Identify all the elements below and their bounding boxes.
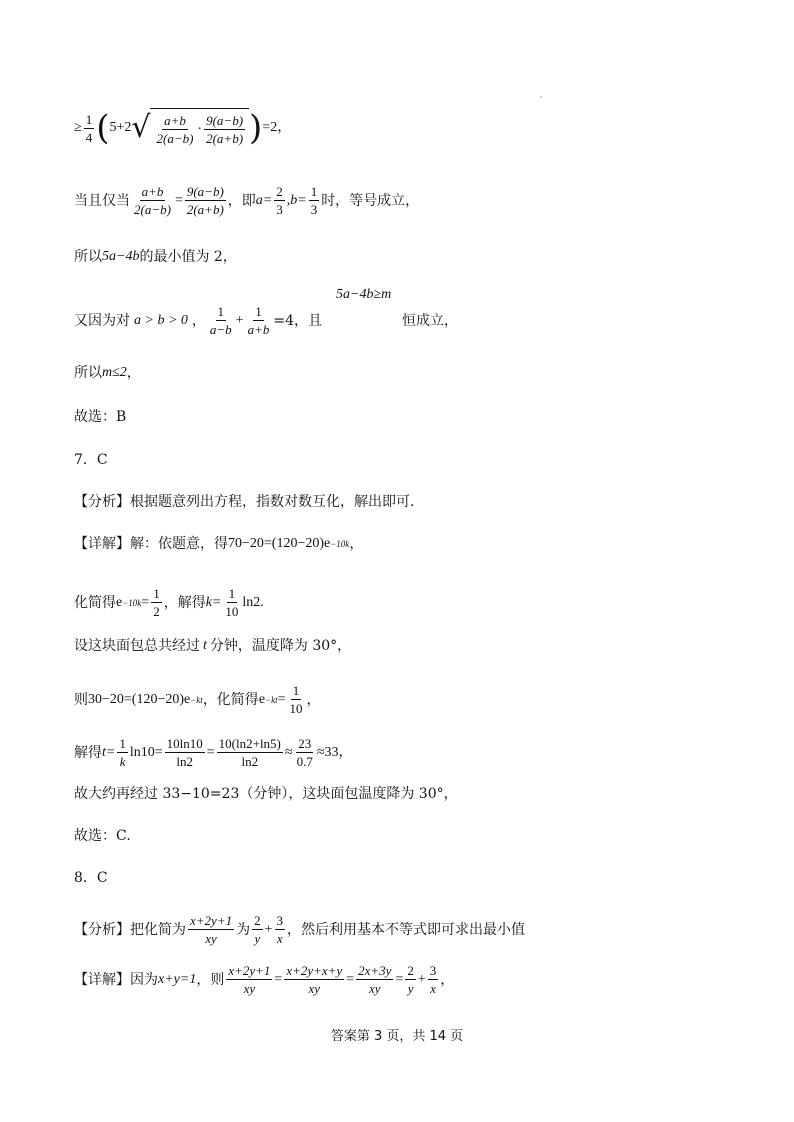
question-8-heading: 8．C [74,870,108,886]
line-constraint-above: 5a−4b≥m [336,287,392,302]
question-7-heading: 7．C [74,452,108,468]
fraction-quarter: $\frac{1}{4}$ [85,111,93,145]
line-min-value: 所以 5a−4b 的最小值为 2， [74,249,237,265]
square-root: √ $\frac{a+b}{2(a-b)}$ · $\frac{9(a-b)}{2(a+b)}$ [131,108,249,148]
detail-7: 【详解】 解：依题意，得 70−20=(120−20)e −10k ， [74,536,364,552]
line-inequality-sqrt: ≥ $\frac{1}{4}$ ( 5+2 √ $\frac{a+b}{2(a-b)}$ · $\frac{9(a-b)}{2(a+b)}$ ) =2， [74,108,292,148]
equation-t: 则 30−20=(120−20)e −kt ，化简得 e −kt = $\frac{1}{10}$ ， [74,683,321,716]
line-constraint: 又因为对 a > b > 0 ， $\frac{1}{a-b}$ + $\frac{1}{a+b}$ =4，且 恒成立， [74,304,459,337]
detail-8: 【详解】 因为 x+y=1 ，则 $\frac{x+2y+1}{xy}$ = $\frac{x+2y+x+y}{xy}$ = $\frac{2x+3y}{xy}$ = $\frac{2}{y}$ + $\frac{3}{x}$ ， [74,963,455,996]
analysis-7: 【分析】 根据题意列出方程，指数对数互化，解出即可. [74,494,415,510]
answer-c-7: 故选：C. [74,828,131,844]
simplify-7: 化简得 e −10k = $\frac{1}{2}$ ，解得 k= $\frac{1}{10}$ ln2. [74,586,264,619]
page-footer: 答案第 3 页，共 14 页 [330,1029,464,1044]
geq-sign: ≥ [74,120,82,135]
line-equality-condition: 当且仅当 $\frac{a+b}{2(a-b)}$ = $\frac{9(a-b)}{2(a+b)}$ ，即 a= $\frac{2}{3}$ ,b= $\frac{1}{3}$ 时，等号成立， [74,184,420,217]
right-paren: ) [249,108,263,148]
fraction-2: $\frac{9(a-b)}{2(a+b)}$ [206,113,244,146]
assume-t: 设这块面包总共经过 t 分钟，温度降为 30°， [74,638,352,654]
solve-t: 解得 t= $\frac{1}{k}$ ln10= $\frac{10\ln 10}{\ln 2}$ = $\frac{10(\ln 2+\ln 5)}{\ln 2}$ ≈ $\frac{23}{0.7}$ ≈33， [74,736,353,769]
speck [540,96,542,98]
analysis-8: 【分析】 把化简为 $\frac{x+2y+1}{xy}$ 为 $\frac{2}{y}$ + $\frac{3}{x}$ ，然后利用基本不等式即可求出最小值 [74,913,525,946]
left-paren: ( [96,108,110,148]
answer-b: 故选：B [74,409,127,425]
conclusion-7: 故大约再经过 33−10=23（分钟），这块面包温度降为 30°， [74,786,458,802]
line-conclusion-m: 所以 m≤2 ， [74,365,141,381]
fraction-1: $\frac{a+b}{2(a-b)}$ [156,113,194,146]
